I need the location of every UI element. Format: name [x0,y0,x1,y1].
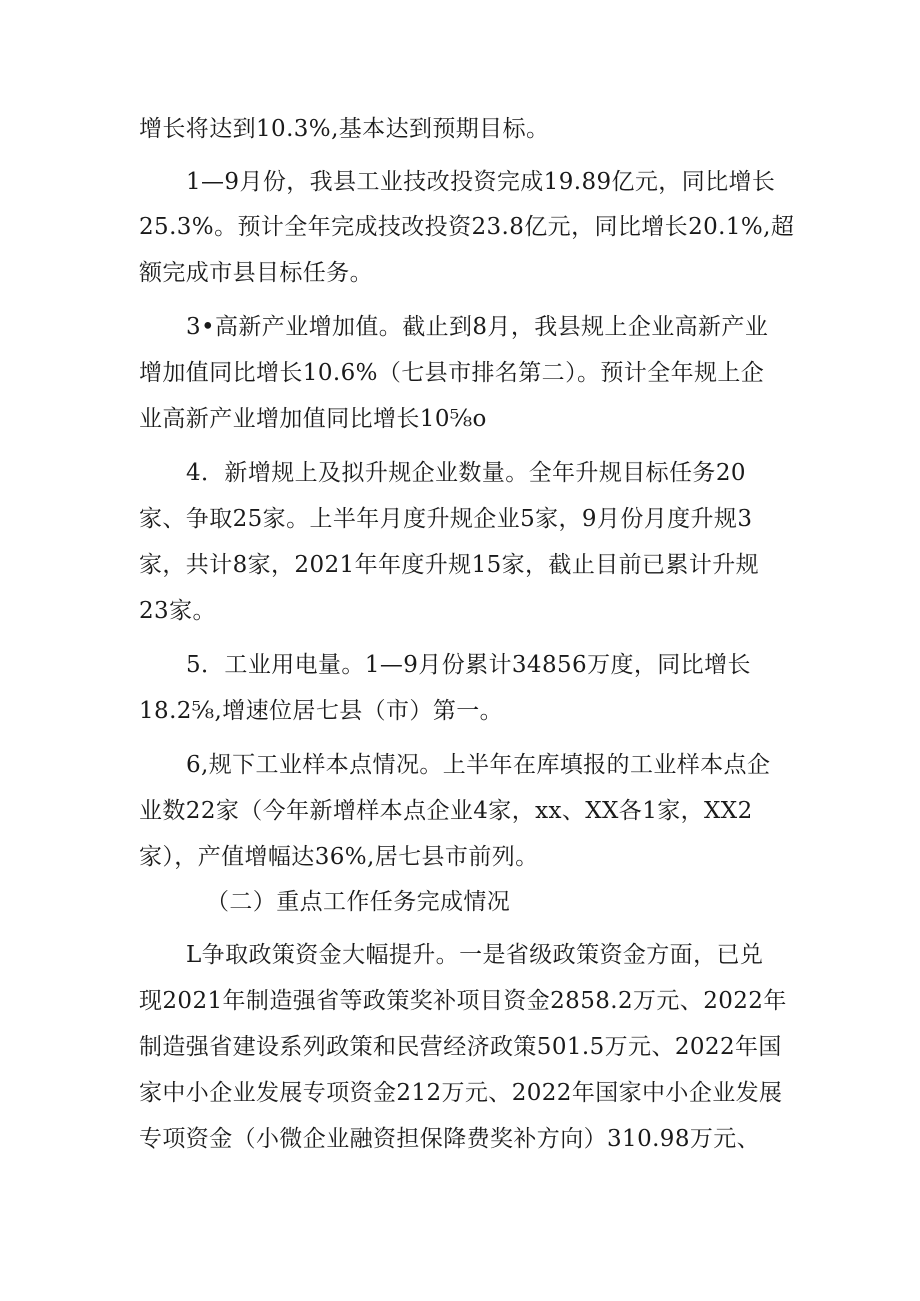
paragraph-line-19: 现2021年制造强省等政策奖补项目资金2858.2万元、2022年 [139,988,787,1014]
paragraph-line-8: 4．新增规上及拟升规企业数量。全年升规目标任务20 [186,460,746,486]
paragraph-line-6: 增加值同比增长10.6%（七县市排名第二）。预计全年规上企 [139,360,765,386]
paragraph-line-13: 18.2⅝,增速位居七县（市）第一。 [139,698,504,724]
paragraph-line-14: 6,规下工业样本点情况。上半年在库填报的工业样本点企 [186,752,771,778]
paragraph-line-2: 1—9月份，我县工业技改投资完成19.89亿元，同比增长 [186,169,776,195]
section-heading: （二）重点工作任务完成情况 [206,889,511,915]
paragraph-line-22: 专项资金（小微企业融资担保降费奖补方向）310.98万元、 [139,1126,761,1152]
paragraph-line-9: 家、争取25家。上半年月度升规企业5家，9月份月度升规3 [139,506,753,532]
paragraph-line-3: 25.3%。预计全年完成技改投资23.8亿元，同比增长20.1%,超 [139,214,795,240]
paragraph-line-5: 3•高新产业增加值。截止到8月，我县规上企业高新产业 [186,314,769,340]
paragraph-line-11: 23家。 [139,598,216,624]
paragraph-line-4: 额完成市县目标任务。 [139,260,373,286]
paragraph-line-12: 5．工业用电量。1—9月份累计34856万度，同比增长 [186,652,751,678]
paragraph-line-16: 家），产值增幅达36%,居七县市前列。 [139,844,539,870]
paragraph-line-15: 业数22家（今年新增样本点企业4家，xx、XX各1家，XX2 [139,798,753,824]
paragraph-line-20: 制造强省建设系列政策和民营经济政策501.5万元、2022年国 [139,1034,782,1060]
paragraph-line-10: 家，共计8家，2021年年度升规15家，截止目前已累计升规 [139,552,760,578]
paragraph-line-21: 家中小企业发展专项资金212万元、2022年国家中小企业发展 [139,1080,783,1106]
paragraph-line-7: 业高新产业增加值同比增长10⅝o [139,406,487,432]
paragraph-line-18: L争取政策资金大幅提升。一是省级政策资金方面，已兑 [186,942,764,968]
paragraph-line-1: 增长将达到10.3%,基本达到预期目标。 [139,116,550,142]
